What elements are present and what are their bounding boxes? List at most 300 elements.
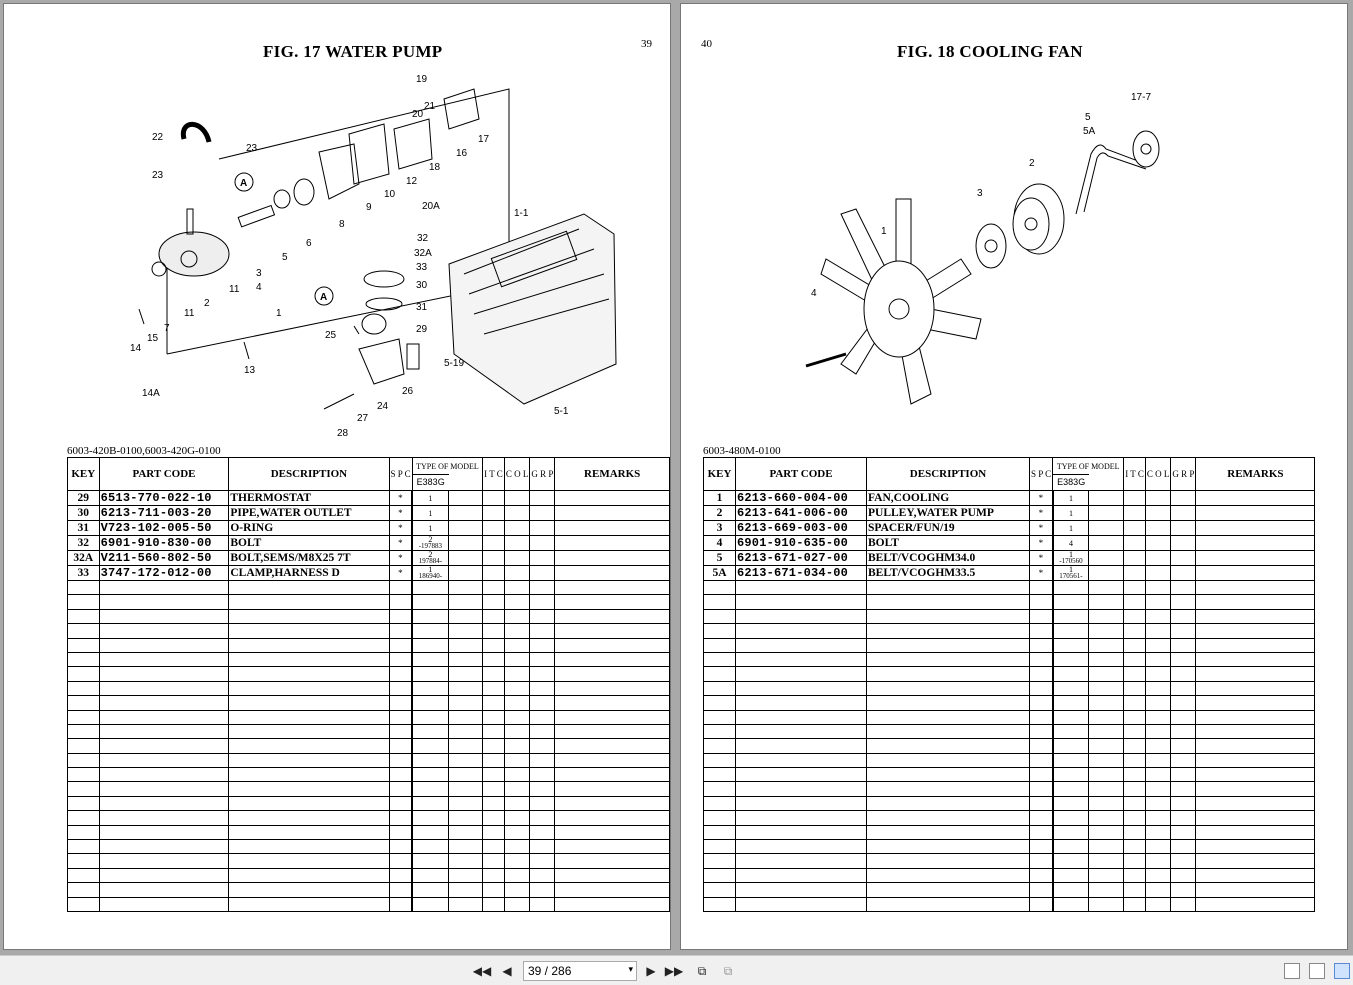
- empty-row: [704, 840, 1315, 854]
- blank-cell: [504, 638, 530, 652]
- blank-cell: [1171, 883, 1196, 897]
- blank-cell: [1089, 491, 1124, 506]
- blank-cell: [1124, 506, 1146, 521]
- blank-cell: [867, 724, 1030, 738]
- blank-cell: [704, 796, 736, 810]
- svg-text:2: 2: [204, 298, 210, 309]
- document-code: 6003-480M-0100: [703, 445, 781, 457]
- blank-cell: [389, 667, 412, 681]
- blank-cell: [504, 796, 530, 810]
- quantity-cell: [1053, 536, 1089, 551]
- blank-cell: [504, 624, 530, 638]
- blank-cell: [1145, 595, 1171, 609]
- blank-cell: [412, 681, 448, 695]
- blank-cell: [504, 667, 530, 681]
- blank-cell: [736, 753, 867, 767]
- blank-cell: [1089, 724, 1124, 738]
- quantity-value: 1: [1068, 493, 1073, 503]
- blank-cell: [530, 696, 555, 710]
- blank-cell: [99, 724, 229, 738]
- svg-text:30: 30: [416, 280, 428, 291]
- blank-cell: [1124, 551, 1146, 566]
- blank-cell: [736, 840, 867, 854]
- svg-text:3: 3: [256, 268, 262, 279]
- spc-cell: *: [1030, 521, 1053, 536]
- blank-cell: [530, 551, 555, 566]
- prev-page-icon[interactable]: ◀: [502, 964, 512, 978]
- blank-cell: [1030, 638, 1053, 652]
- blank-cell: [448, 624, 483, 638]
- blank-cell: [1030, 581, 1053, 595]
- blank-cell: [1124, 710, 1146, 724]
- blank-cell: [704, 652, 736, 666]
- blank-cell: [555, 768, 670, 782]
- svg-text:19: 19: [416, 74, 428, 85]
- blank-cell: [867, 782, 1030, 796]
- single-page-view-icon[interactable]: [1284, 963, 1300, 979]
- blank-cell: [504, 739, 530, 753]
- svg-text:5-1: 5-1: [554, 406, 569, 417]
- blank-cell: [483, 652, 505, 666]
- blank-cell: [68, 710, 100, 724]
- blank-cell: [1030, 782, 1053, 796]
- blank-cell: [229, 595, 389, 609]
- table-row: [68, 566, 670, 581]
- blank-cell: [1124, 854, 1146, 868]
- blank-cell: [389, 609, 412, 623]
- blank-cell: [736, 638, 867, 652]
- blank-cell: [483, 609, 505, 623]
- table-row: [68, 521, 670, 536]
- right-page: [680, 3, 1348, 950]
- blank-cell: [1196, 796, 1315, 810]
- svg-text:23: 23: [246, 143, 258, 154]
- description-cell: BOLT: [867, 536, 1030, 551]
- blank-cell: [736, 724, 867, 738]
- blank-cell: [530, 710, 555, 724]
- blank-cell: [555, 710, 670, 724]
- blank-cell: [483, 581, 505, 595]
- blank-cell: [1089, 883, 1124, 897]
- blank-cell: [99, 595, 229, 609]
- blank-cell: [704, 696, 736, 710]
- blank-cell: [448, 897, 483, 911]
- svg-text:31: 31: [416, 302, 428, 313]
- blank-cell: [412, 883, 448, 897]
- blank-cell: [448, 854, 483, 868]
- empty-row: [68, 739, 670, 753]
- blank-cell: [412, 724, 448, 738]
- blank-cell: [530, 491, 555, 506]
- blank-cell: [867, 796, 1030, 810]
- svg-text:11: 11: [184, 308, 195, 319]
- svg-text:20A: 20A: [422, 201, 440, 212]
- blank-cell: [1030, 768, 1053, 782]
- blank-cell: [1196, 753, 1315, 767]
- blank-cell: [448, 681, 483, 695]
- blank-cell: [448, 652, 483, 666]
- empty-row: [68, 868, 670, 882]
- blank-cell: [1196, 782, 1315, 796]
- blank-cell: [99, 681, 229, 695]
- part-code-cell: V723-102-005-50: [99, 521, 229, 536]
- blank-cell: [483, 566, 505, 581]
- svg-text:24: 24: [377, 401, 389, 412]
- part-code-cell: 6901-910-830-00: [99, 536, 229, 551]
- part-code-cell: 6213-669-003-00: [736, 521, 867, 536]
- last-page-icon[interactable]: ▶▶: [664, 964, 684, 978]
- blank-cell: [1145, 868, 1171, 882]
- blank-cell: [530, 897, 555, 911]
- blank-cell: [68, 796, 100, 810]
- blank-cell: [555, 667, 670, 681]
- blank-cell: [448, 710, 483, 724]
- header-type-of-model: TYPE OF MODEL: [1056, 461, 1120, 471]
- svg-text:4: 4: [256, 282, 262, 293]
- blank-cell: [68, 768, 100, 782]
- blank-cell: [229, 581, 389, 595]
- blank-cell: [1053, 724, 1089, 738]
- spc-cell: *: [389, 521, 412, 536]
- figure-title: FIG. 17 WATER PUMP: [263, 42, 443, 61]
- blank-cell: [504, 652, 530, 666]
- export-icon[interactable]: ⧉: [697, 963, 707, 978]
- empty-row: [68, 710, 670, 724]
- blank-cell: [99, 739, 229, 753]
- description-cell: BELT/VCOGHM33.5: [867, 566, 1030, 581]
- figure-title: FIG. 18 COOLING FAN: [897, 42, 1083, 61]
- blank-cell: [504, 566, 530, 581]
- blank-cell: [1171, 710, 1196, 724]
- blank-cell: [1089, 652, 1124, 666]
- blank-cell: [229, 825, 389, 839]
- blank-cell: [99, 825, 229, 839]
- svg-text:33: 33: [416, 262, 428, 273]
- blank-cell: [1030, 609, 1053, 623]
- blank-cell: [1089, 521, 1124, 536]
- blank-cell: [704, 897, 736, 911]
- blank-cell: [704, 710, 736, 724]
- table-row: [704, 551, 1315, 566]
- blank-cell: [736, 782, 867, 796]
- blank-cell: [1030, 724, 1053, 738]
- blank-cell: [736, 624, 867, 638]
- blank-cell: [229, 652, 389, 666]
- empty-row: [704, 753, 1315, 767]
- blank-cell: [530, 521, 555, 536]
- svg-text:11: 11: [229, 284, 240, 295]
- blank-cell: [504, 897, 530, 911]
- svg-text:10: 10: [384, 189, 396, 200]
- blank-cell: [1053, 739, 1089, 753]
- blank-cell: [1145, 883, 1171, 897]
- continuous-view-icon[interactable]: [1309, 963, 1325, 979]
- svg-text:17: 17: [478, 134, 490, 145]
- blank-cell: [412, 897, 448, 911]
- quantity-cell: [412, 566, 448, 581]
- blank-cell: [867, 710, 1030, 724]
- blank-cell: [1124, 868, 1146, 882]
- blank-cell: [99, 883, 229, 897]
- blank-cell: [389, 854, 412, 868]
- blank-cell: [1171, 696, 1196, 710]
- blank-cell: [1089, 506, 1124, 521]
- blank-cell: [504, 551, 530, 566]
- blank-cell: [1171, 551, 1196, 566]
- blank-cell: [412, 696, 448, 710]
- spc-cell: *: [389, 506, 412, 521]
- first-page-icon[interactable]: ◀◀: [472, 964, 492, 978]
- blank-cell: [1171, 638, 1196, 652]
- description-cell: PULLEY,WATER PUMP: [867, 506, 1030, 521]
- empty-row: [68, 624, 670, 638]
- blank-cell: [99, 638, 229, 652]
- quantity-value: 1: [1068, 550, 1073, 559]
- blank-cell: [1089, 739, 1124, 753]
- blank-cell: [1171, 854, 1196, 868]
- blank-cell: [1196, 696, 1315, 710]
- blank-cell: [412, 768, 448, 782]
- page-number-input[interactable]: [523, 961, 637, 981]
- blank-cell: [68, 782, 100, 796]
- blank-cell: [412, 581, 448, 595]
- spc-cell: *: [389, 566, 412, 581]
- blank-cell: [99, 854, 229, 868]
- blank-cell: [389, 883, 412, 897]
- blank-cell: [229, 854, 389, 868]
- quantity-value: 2: [428, 535, 433, 544]
- blank-cell: [412, 796, 448, 810]
- blank-cell: [1124, 825, 1146, 839]
- blank-cell: [1171, 595, 1196, 609]
- key-cell: 1: [704, 491, 736, 506]
- blank-cell: [867, 652, 1030, 666]
- empty-row: [704, 652, 1315, 666]
- svg-text:5-19: 5-19: [444, 358, 465, 369]
- empty-row: [68, 696, 670, 710]
- blank-cell: [504, 840, 530, 854]
- blank-cell: [1053, 897, 1089, 911]
- blank-cell: [1030, 696, 1053, 710]
- blank-cell: [530, 652, 555, 666]
- blank-cell: [1030, 811, 1053, 825]
- table-row: [68, 551, 670, 566]
- blank-cell: [229, 710, 389, 724]
- svg-text:9: 9: [366, 202, 372, 213]
- blank-cell: [1145, 811, 1171, 825]
- blank-cell: [1124, 753, 1146, 767]
- water-pump-diagram: [4, 64, 671, 444]
- empty-row: [704, 595, 1315, 609]
- spc-cell: *: [389, 491, 412, 506]
- blank-cell: [1145, 581, 1171, 595]
- copy-icon[interactable]: ⧉: [723, 963, 733, 978]
- blank-cell: [1089, 581, 1124, 595]
- blank-cell: [704, 883, 736, 897]
- blank-cell: [704, 811, 736, 825]
- blank-cell: [448, 566, 483, 581]
- blank-cell: [867, 768, 1030, 782]
- blank-cell: [412, 825, 448, 839]
- key-cell: 29: [68, 491, 100, 506]
- quantity-value: 2: [428, 550, 433, 559]
- blank-cell: [448, 883, 483, 897]
- blank-cell: [389, 724, 412, 738]
- serial-note: 186940-: [418, 572, 443, 580]
- blank-cell: [1124, 840, 1146, 854]
- blank-cell: [1124, 667, 1146, 681]
- blank-cell: [1030, 868, 1053, 882]
- blank-cell: [555, 624, 670, 638]
- blank-cell: [704, 609, 736, 623]
- blank-cell: [1030, 739, 1053, 753]
- chevron-down-icon[interactable]: ▾: [628, 964, 633, 974]
- description-cell: SPACER/FUN/19: [867, 521, 1030, 536]
- blank-cell: [704, 638, 736, 652]
- blank-cell: [448, 796, 483, 810]
- empty-row: [68, 681, 670, 695]
- blank-cell: [867, 624, 1030, 638]
- blank-cell: [229, 897, 389, 911]
- blank-cell: [1196, 768, 1315, 782]
- blank-cell: [483, 724, 505, 738]
- blank-cell: [229, 739, 389, 753]
- blank-cell: [1089, 551, 1124, 566]
- table-row: [704, 521, 1315, 536]
- blank-cell: [736, 667, 867, 681]
- header-part-code: PART CODE: [736, 458, 867, 491]
- parts-table: [67, 457, 670, 912]
- blank-cell: [555, 883, 670, 897]
- empty-row: [68, 638, 670, 652]
- blank-cell: [229, 840, 389, 854]
- blank-cell: [99, 667, 229, 681]
- blank-cell: [389, 652, 412, 666]
- quantity-cell: [1053, 521, 1089, 536]
- header-col: C O L: [1145, 458, 1171, 491]
- blank-cell: [1196, 506, 1315, 521]
- header-description: DESCRIPTION: [229, 458, 389, 491]
- blank-cell: [555, 897, 670, 911]
- blank-cell: [99, 782, 229, 796]
- blank-cell: [483, 768, 505, 782]
- blank-cell: [1089, 897, 1124, 911]
- blank-cell: [1171, 566, 1196, 581]
- blank-cell: [530, 840, 555, 854]
- blank-cell: [555, 581, 670, 595]
- key-cell: 5A: [704, 566, 736, 581]
- blank-cell: [1171, 667, 1196, 681]
- blank-cell: [736, 897, 867, 911]
- blank-cell: [448, 581, 483, 595]
- blank-cell: [555, 796, 670, 810]
- blank-cell: [555, 536, 670, 551]
- blank-cell: [1030, 652, 1053, 666]
- next-page-icon[interactable]: ▶: [646, 964, 656, 978]
- blank-cell: [229, 624, 389, 638]
- two-page-view-icon[interactable]: [1334, 963, 1350, 979]
- blank-cell: [1145, 521, 1171, 536]
- blank-cell: [1030, 710, 1053, 724]
- blank-cell: [483, 551, 505, 566]
- blank-cell: [1145, 897, 1171, 911]
- blank-cell: [530, 811, 555, 825]
- empty-row: [68, 796, 670, 810]
- blank-cell: [504, 521, 530, 536]
- empty-row: [68, 768, 670, 782]
- blank-cell: [483, 681, 505, 695]
- blank-cell: [483, 840, 505, 854]
- header-key: KEY: [704, 458, 736, 491]
- blank-cell: [1145, 536, 1171, 551]
- blank-cell: [1196, 825, 1315, 839]
- blank-cell: [1145, 710, 1171, 724]
- blank-cell: [389, 624, 412, 638]
- blank-cell: [412, 624, 448, 638]
- blank-cell: [1196, 739, 1315, 753]
- svg-text:5: 5: [1085, 112, 1091, 123]
- blank-cell: [68, 854, 100, 868]
- blank-cell: [68, 595, 100, 609]
- quantity-cell: [412, 551, 448, 566]
- blank-cell: [555, 566, 670, 581]
- blank-cell: [530, 753, 555, 767]
- blank-cell: [555, 551, 670, 566]
- blank-cell: [1053, 681, 1089, 695]
- empty-row: [68, 883, 670, 897]
- table-row: [704, 566, 1315, 581]
- blank-cell: [530, 595, 555, 609]
- blank-cell: [412, 638, 448, 652]
- blank-cell: [1030, 825, 1053, 839]
- blank-cell: [1053, 753, 1089, 767]
- blank-cell: [99, 796, 229, 810]
- blank-cell: [1145, 724, 1171, 738]
- blank-cell: [389, 796, 412, 810]
- part-code-cell: 6213-671-034-00: [736, 566, 867, 581]
- blank-cell: [68, 883, 100, 897]
- blank-cell: [389, 825, 412, 839]
- blank-cell: [555, 696, 670, 710]
- blank-cell: [229, 868, 389, 882]
- blank-cell: [1171, 681, 1196, 695]
- blank-cell: [1196, 897, 1315, 911]
- blank-cell: [530, 638, 555, 652]
- blank-cell: [1053, 868, 1089, 882]
- blank-cell: [1089, 696, 1124, 710]
- blank-cell: [736, 868, 867, 882]
- blank-cell: [1089, 595, 1124, 609]
- blank-cell: [504, 595, 530, 609]
- quantity-cell: [1053, 566, 1089, 581]
- blank-cell: [483, 521, 505, 536]
- blank-cell: [1124, 566, 1146, 581]
- blank-cell: [530, 868, 555, 882]
- blank-cell: [530, 566, 555, 581]
- blank-cell: [229, 667, 389, 681]
- header-spc: S P C: [1030, 458, 1053, 491]
- blank-cell: [412, 868, 448, 882]
- blank-cell: [736, 581, 867, 595]
- blank-cell: [229, 696, 389, 710]
- description-cell: O-RING: [229, 521, 389, 536]
- blank-cell: [448, 825, 483, 839]
- svg-text:A: A: [320, 292, 328, 303]
- blank-cell: [530, 782, 555, 796]
- part-code-cell: 6213-711-003-20: [99, 506, 229, 521]
- svg-text:5A: 5A: [1083, 126, 1096, 137]
- blank-cell: [483, 491, 505, 506]
